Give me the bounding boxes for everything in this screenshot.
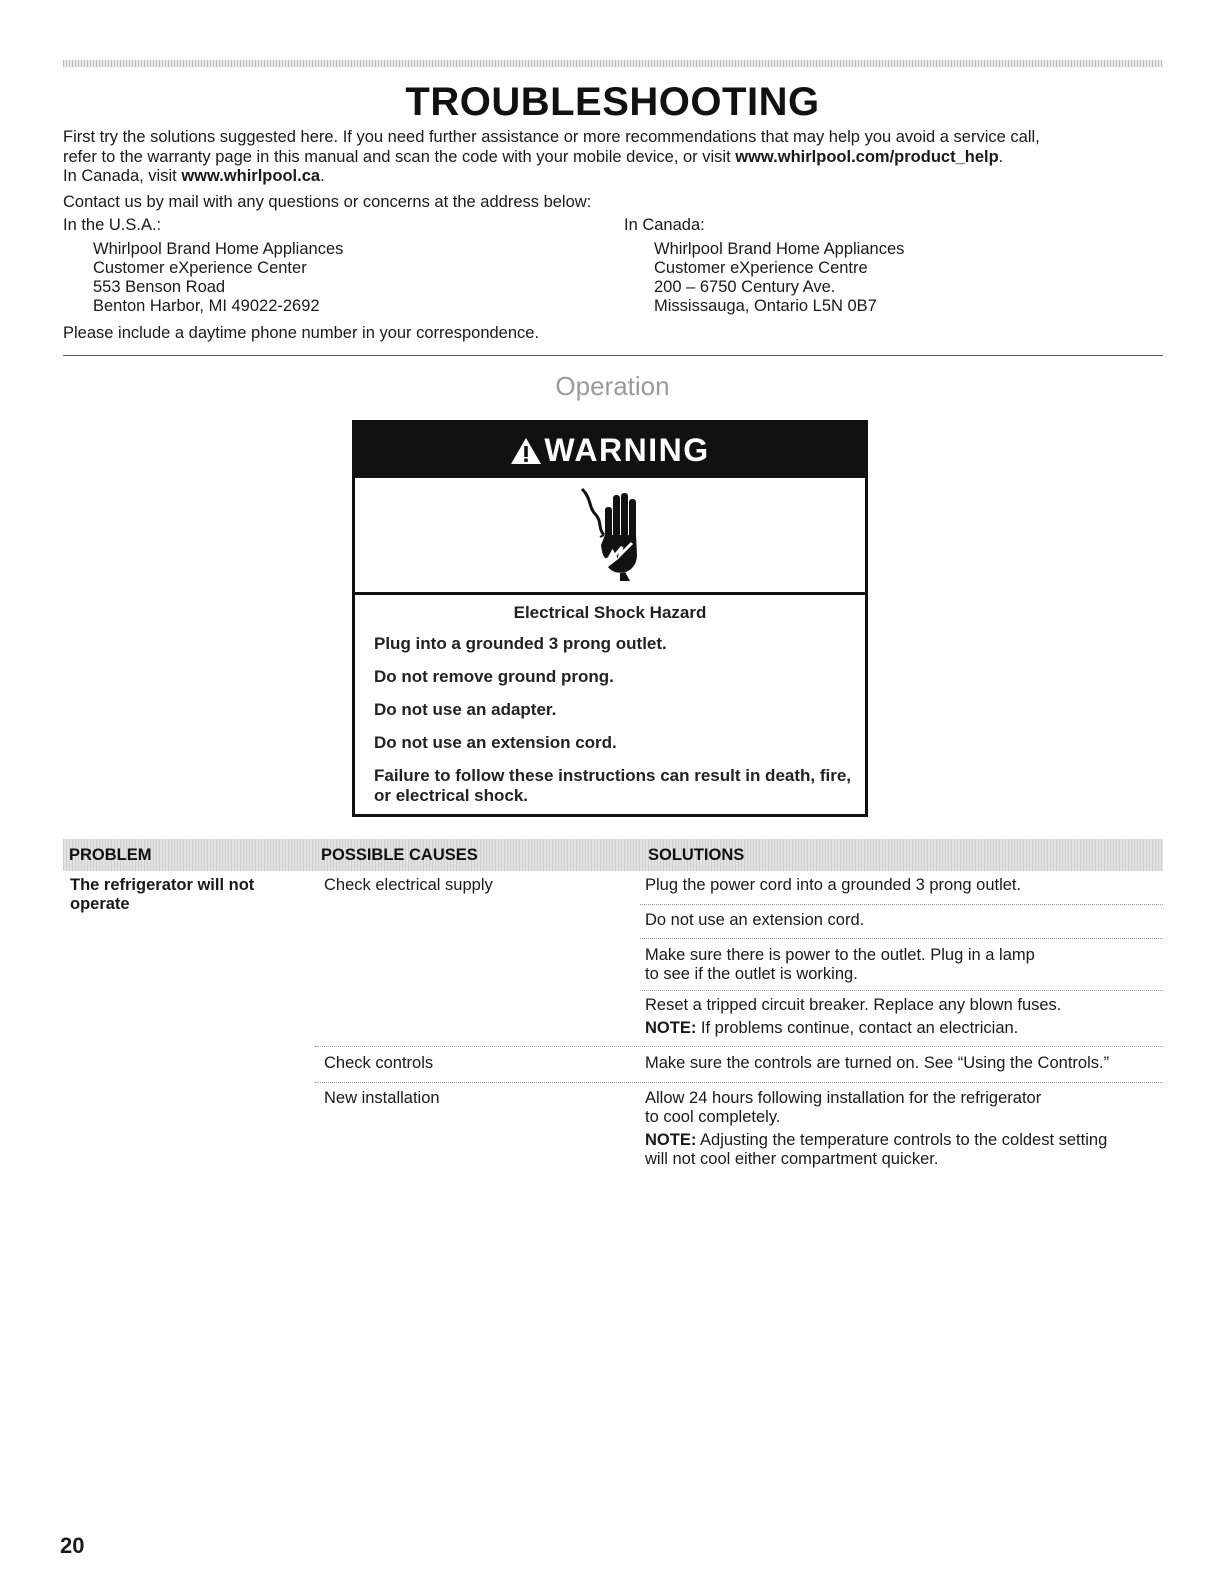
- page-number: 20: [60, 1533, 85, 1558]
- canada-address-line: Whirlpool Brand Home Appliances: [654, 240, 905, 258]
- intro-line-1: First try the solutions suggested here. If you need further assistance or more recommendations that may help you avoid a service call,: [63, 128, 1040, 146]
- table-header: [63, 839, 1163, 871]
- solution-item: [645, 996, 1061, 1038]
- electrical-shock-hand-icon: [578, 485, 648, 581]
- intro-line-2-end: .: [998, 147, 1004, 166]
- header-solutions: SOLUTIONS: [648, 846, 745, 864]
- solution-item: Plug the power cord into a grounded 3 prong outlet.: [645, 876, 1022, 894]
- note-text: If problems continue, contact an electrician.: [696, 1019, 1019, 1037]
- top-decorative-rule: [63, 60, 1163, 67]
- solution-item: [645, 946, 1035, 984]
- contact-intro: Contact us by mail with any questions or concerns at the address below:: [63, 193, 592, 211]
- note-text: Adjusting the temperature controls to the coldest setting: [696, 1131, 1108, 1149]
- usa-address-line: 553 Benson Road: [93, 278, 226, 296]
- warning-divider: [355, 592, 865, 595]
- solution-note: [645, 1019, 1061, 1038]
- intro-line-3-end: .: [320, 167, 325, 185]
- row-separator: [640, 904, 1163, 905]
- whirlpool-canada-link[interactable]: www.whirlpool.ca: [181, 167, 321, 185]
- cause-item: New installation: [324, 1089, 440, 1107]
- usa-address-line: Benton Harbor, MI 49022-2692: [93, 297, 320, 315]
- solution-line: will not cool either compartment quicker.: [645, 1150, 939, 1168]
- page-title: TROUBLESHOOTING: [405, 80, 820, 124]
- header-possible-causes: POSSIBLE CAUSES: [321, 846, 478, 864]
- problem-text: The refrigerator will not operate: [70, 876, 255, 913]
- usa-address-line: Customer eXperience Center: [93, 259, 307, 277]
- row-separator: [315, 1082, 1163, 1083]
- warning-header-text: WARNING: [544, 432, 710, 468]
- solution-item: Do not use an extension cord.: [645, 911, 865, 929]
- note-label: NOTE:: [645, 1131, 697, 1149]
- usa-address: [93, 240, 343, 316]
- note-label: NOTE:: [645, 1019, 697, 1037]
- warning-instructions: [374, 634, 854, 819]
- solution-line: Allow 24 hours following installation for the refrigerator: [645, 1089, 1042, 1107]
- intro-line-2: [63, 148, 1173, 168]
- row-separator: [640, 938, 1163, 939]
- warning-line: Do not use an adapter.: [374, 700, 557, 719]
- warning-line: Plug into a grounded 3 prong outlet.: [374, 634, 667, 653]
- canada-address: [654, 240, 904, 316]
- intro-line-3: [63, 167, 1173, 187]
- canada-label: In Canada:: [624, 216, 705, 234]
- solution-item: Make sure the controls are turned on. See “Using the Controls.”: [645, 1054, 1110, 1072]
- solution-line: to cool completely.: [645, 1108, 781, 1126]
- intro-paragraph: [63, 128, 1173, 187]
- solution-note: [645, 1131, 1107, 1150]
- row-separator: [315, 1046, 1163, 1047]
- hazard-title: Electrical Shock Hazard: [513, 603, 707, 622]
- canada-address-line: Mississauga, Ontario L5N 0B7: [654, 297, 877, 315]
- solution-line: Reset a tripped circuit breaker. Replace any blown fuses.: [645, 996, 1062, 1014]
- warning-box: [352, 420, 868, 817]
- intro-line-3-text: In Canada, visit: [63, 167, 182, 185]
- solution-line: Make sure there is power to the outlet. Plug in a lamp: [645, 946, 1035, 964]
- warning-triangle-icon: [510, 436, 542, 466]
- canada-address-line: 200 – 6750 Century Ave.: [654, 278, 836, 296]
- usa-label: In the U.S.A.:: [63, 216, 162, 234]
- warning-header: [355, 423, 865, 478]
- usa-address-line: Whirlpool Brand Home Appliances: [93, 240, 344, 258]
- whirlpool-help-link[interactable]: www.whirlpool.com/product_help: [735, 147, 999, 166]
- phone-note: Please include a daytime phone number in your correspondence.: [63, 324, 540, 342]
- canada-address-line: Customer eXperience Centre: [654, 259, 868, 277]
- solution-line: to see if the outlet is working.: [645, 965, 858, 983]
- intro-line-2-text: refer to the warranty page in this manual and scan the code with your mobile device, or visit: [63, 147, 736, 166]
- section-divider: [63, 355, 1163, 356]
- warning-line: Do not remove ground prong.: [374, 667, 614, 686]
- cause-item: Check electrical supply: [324, 876, 493, 894]
- section-title: Operation: [555, 371, 670, 401]
- row-separator: [640, 990, 1163, 991]
- warning-line: Do not use an extension cord.: [374, 733, 617, 752]
- header-problem: PROBLEM: [69, 846, 152, 864]
- warning-line: Failure to follow these instructions can result in death, fire, or electrical shock.: [374, 766, 852, 805]
- cause-item: Check controls: [324, 1054, 434, 1072]
- solution-item: [645, 1089, 1107, 1169]
